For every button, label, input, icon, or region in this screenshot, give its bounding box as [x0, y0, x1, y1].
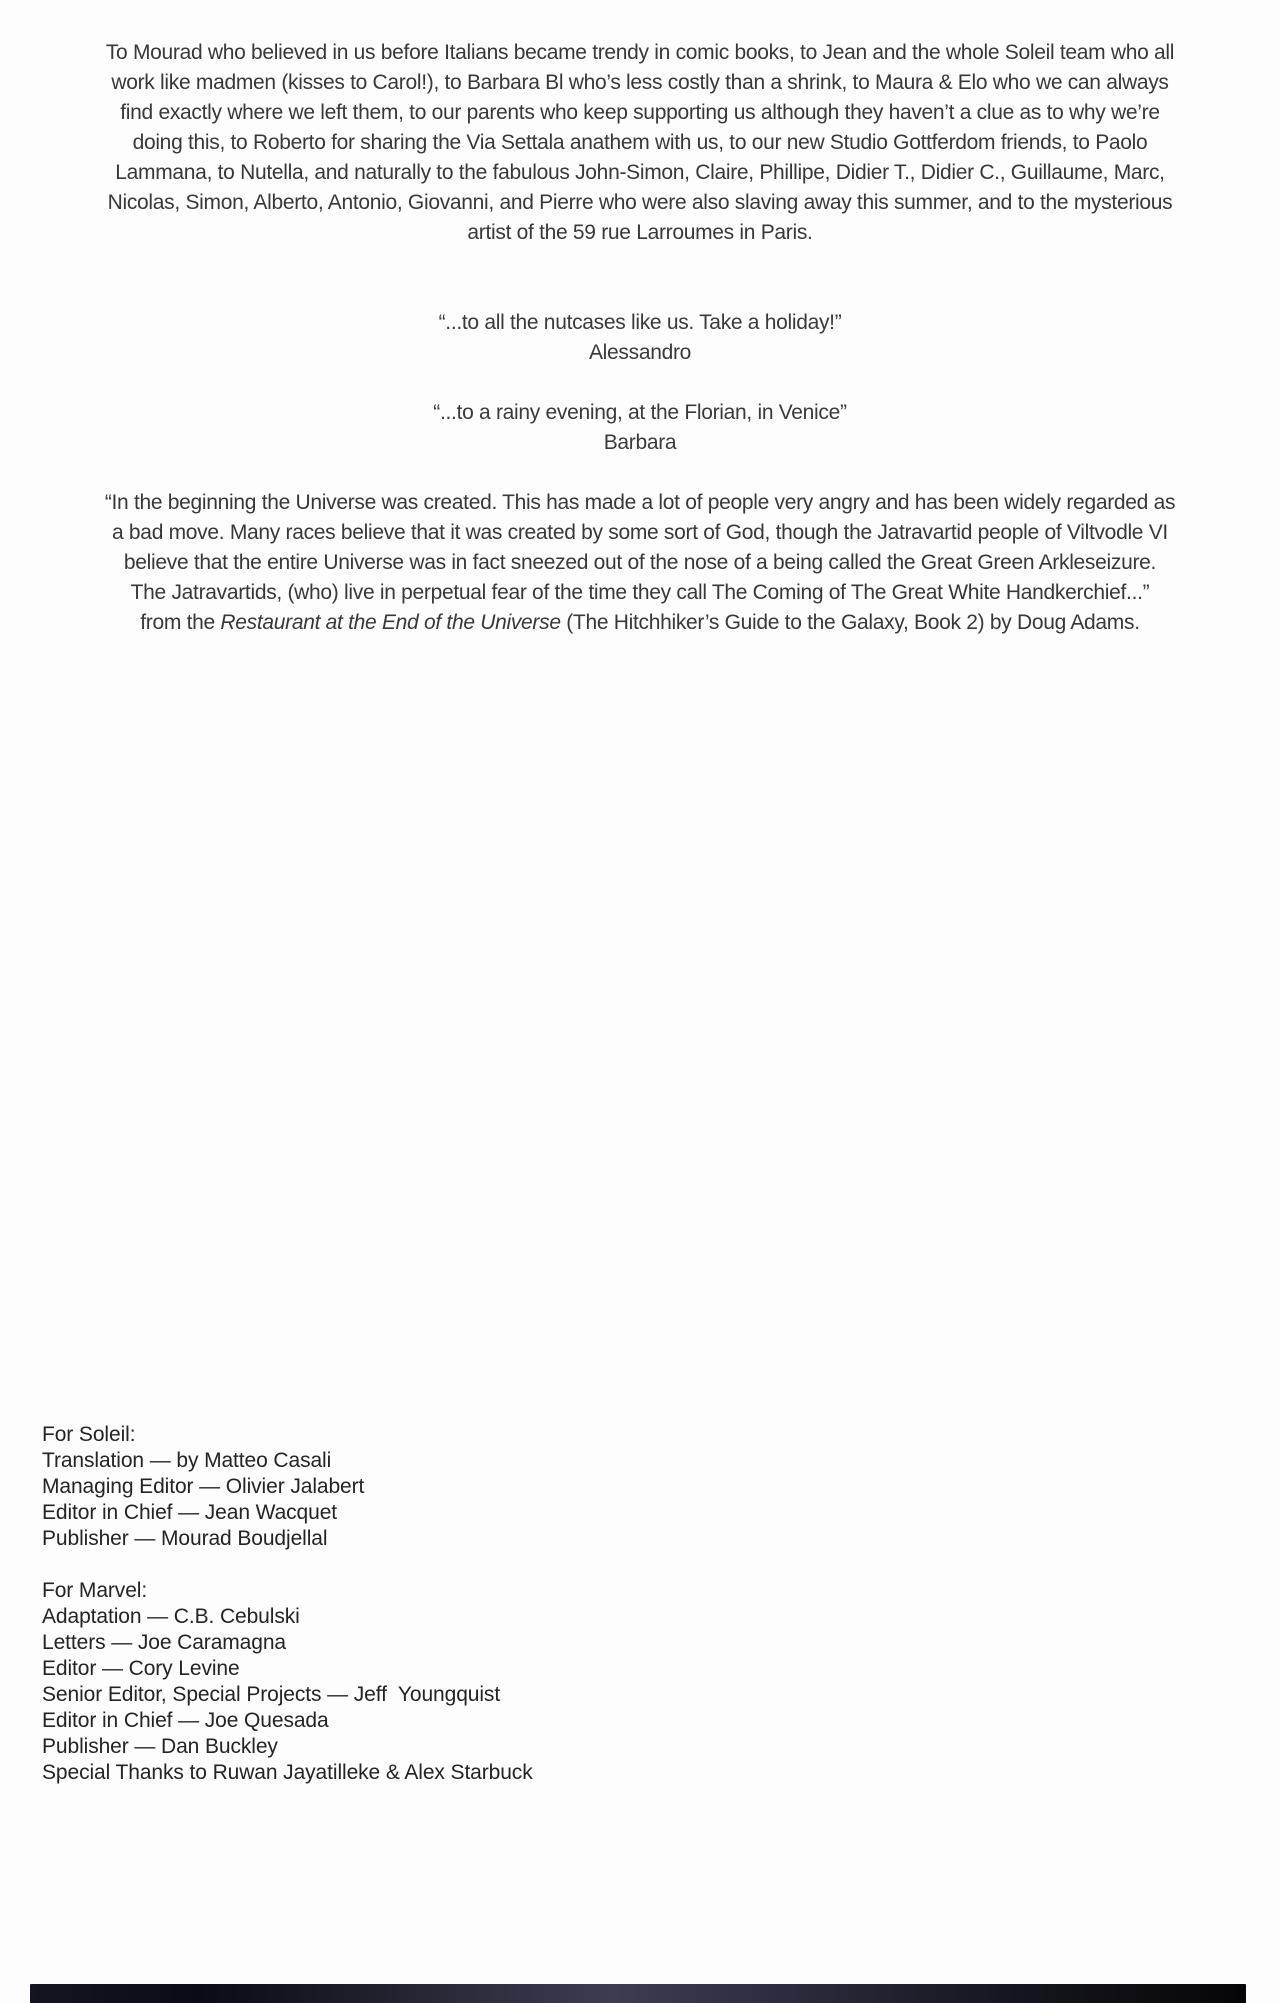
- credit-line: Publisher — Dan Buckley: [42, 1735, 278, 1758]
- credit-line: Letters — Joe Caramagna: [42, 1631, 286, 1654]
- book-quote-line: “In the beginning the Universe was created. This has made a lot of people very angry and has been widely regarded as: [104, 491, 1176, 514]
- dedication-line: doing this, to Roberto for sharing the Via Settala anathem with us, to our new Studio Gottferdom friends, to Paolo: [132, 131, 1148, 154]
- dedication-line: find exactly where we left them, to our parents who keep supporting us although they haven’t a clue as to why we’re: [120, 101, 1160, 124]
- book-quote-line: believe that the entire Universe was in fact sneezed out of the nose of a being called the Great Green Arkleseizure.: [123, 551, 1157, 574]
- book-quote-line: The Jatravartids, (who) live in perpetual fear of the time they call The Coming of The Great White Handkerchief...”: [130, 581, 1150, 604]
- quote-attribution: Alessandro: [588, 341, 692, 364]
- quote-text: “...to all the nutcases like us. Take a holiday!”: [438, 311, 842, 334]
- dedication-line: work like madmen (kisses to Carol!), to Barbara Bl who’s less costly than a shrink, to Maura & Elo who we can always: [111, 71, 1169, 94]
- book-quote-source-title: Restaurant at the End of the Universe: [220, 611, 561, 634]
- book-quote-line: a bad move. Many races believe that it was created by some sort of God, though the Jatravartid people of Viltvodle VI: [112, 521, 1168, 544]
- credits-section: [42, 1422, 533, 1786]
- dedication-line: To Mourad who believed in us before Italians became trendy in comic books, to Jean and the whole Soleil team who all: [105, 41, 1175, 64]
- quote-alessandro: [32, 308, 1248, 368]
- quote-barbara: [32, 398, 1248, 458]
- credits-marvel-heading: For Marvel:: [42, 1579, 148, 1602]
- bottom-page-edge-strip: [30, 1984, 1246, 2003]
- quote-text: “...to a rainy evening, at the Florian, in Venice”: [433, 401, 847, 424]
- credit-line: Senior Editor, Special Projects — Jeff Youngquist: [42, 1683, 501, 1706]
- book-quote-source-suffix: (The Hitchhiker’s Guide to the Galaxy, Book 2) by Doug Adams.: [560, 611, 1140, 634]
- book-quote-source-line: [32, 608, 1248, 638]
- book-quote-source-prefix: from the: [140, 611, 221, 634]
- credit-line: Adaptation — C.B. Cebulski: [42, 1605, 300, 1628]
- dedication-paragraph: [32, 38, 1248, 248]
- credits-block-gap: [42, 1552, 533, 1578]
- credit-line: Translation — by Matteo Casali: [42, 1449, 332, 1472]
- credit-line: Editor in Chief — Jean Wacquet: [42, 1501, 338, 1524]
- credit-line: Editor — Cory Levine: [42, 1657, 240, 1680]
- dedication-line: Nicolas, Simon, Alberto, Antonio, Giovanni, and Pierre who were also slaving away this summer, and to the mysterious: [107, 191, 1173, 214]
- credit-line: Publisher — Mourad Boudjellal: [42, 1527, 328, 1550]
- credit-line: Editor in Chief — Joe Quesada: [42, 1709, 329, 1732]
- credits-soleil-heading: For Soleil:: [42, 1423, 136, 1446]
- dedication-line: artist of the 59 rue Larroumes in Paris.: [467, 221, 813, 244]
- dedication-line: Lammana, to Nutella, and naturally to the fabulous John-Simon, Claire, Phillipe, Didier T., Didier C., Guillaume, Marc,: [115, 161, 1165, 184]
- credit-line: Managing Editor — Olivier Jalabert: [42, 1475, 365, 1498]
- book-quote-paragraph: [32, 488, 1248, 638]
- credit-line: Special Thanks to Ruwan Jayatilleke & Alex Starbuck: [42, 1761, 533, 1784]
- quote-attribution: Barbara: [603, 431, 677, 454]
